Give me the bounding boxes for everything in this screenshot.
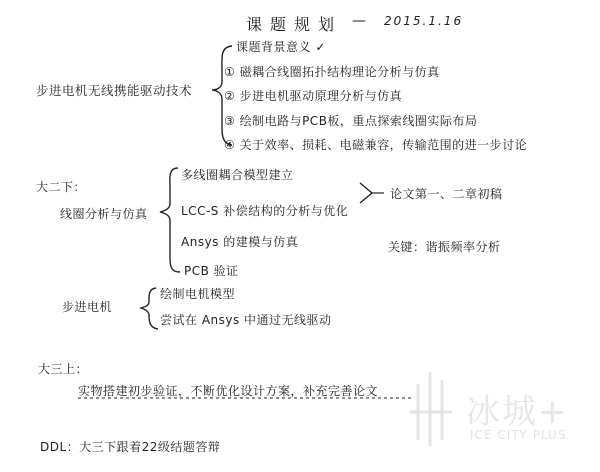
watermark-logo-icon [410, 372, 452, 446]
coil-item: PCB 验证 [184, 264, 239, 278]
ddl-text: DDL：大三下跟着22级结题答辩 [40, 440, 221, 454]
topic-item: 课题背景意义 ✓ [236, 40, 326, 54]
watermark-text: 冰城+ [466, 392, 569, 432]
motor-label: 步进电机 [62, 300, 113, 314]
topic-item: ① 磁耦合线圈拓扑结构理论分析与仿真 [224, 65, 440, 79]
coil-item: Ansys 的建模与仿真 [181, 235, 299, 249]
motor-brace [141, 288, 158, 329]
junior-heading: 大三上： [38, 362, 89, 376]
result-text: 论文第一、二章初稿 [390, 187, 503, 201]
result-brace [360, 183, 372, 203]
motor-item: 尝试在 Ansys 中通过无线驱动 [160, 313, 332, 327]
keypoint-text: 关键：谐振频率分析 [388, 240, 501, 254]
motor-item: 绘制电机模型 [160, 287, 236, 301]
topic-item: ② 步进电机驱动原理分析与仿真 [224, 89, 403, 103]
coil-label: 线圈分析与仿真 [60, 207, 148, 221]
coil-brace [160, 168, 180, 272]
date: 2015.1.16 [384, 14, 464, 28]
topic-item: ④ 关于效率、损耗、电磁兼容，传输范围的进一步讨论 [224, 138, 528, 152]
coil-item: 多线圈耦合模型建立 [181, 168, 294, 182]
junior-text: 实物搭建初步验证，不断优化设计方案，补充完善论文 [78, 384, 379, 398]
coil-item: LCC-S 补偿结构的分析与优化 [181, 204, 349, 218]
topic-main: 步进电机无线携能驱动技术 [36, 83, 193, 98]
topic-item: ③ 绘制电路与PCB板，重点探索线圈实际布局 [224, 114, 478, 128]
page-title: 课题规划 [246, 15, 343, 34]
sophomore-heading: 大二下： [36, 180, 87, 194]
title-dash: — [352, 13, 367, 29]
watermark-subtext: ICE CITY PLUS [470, 428, 567, 442]
